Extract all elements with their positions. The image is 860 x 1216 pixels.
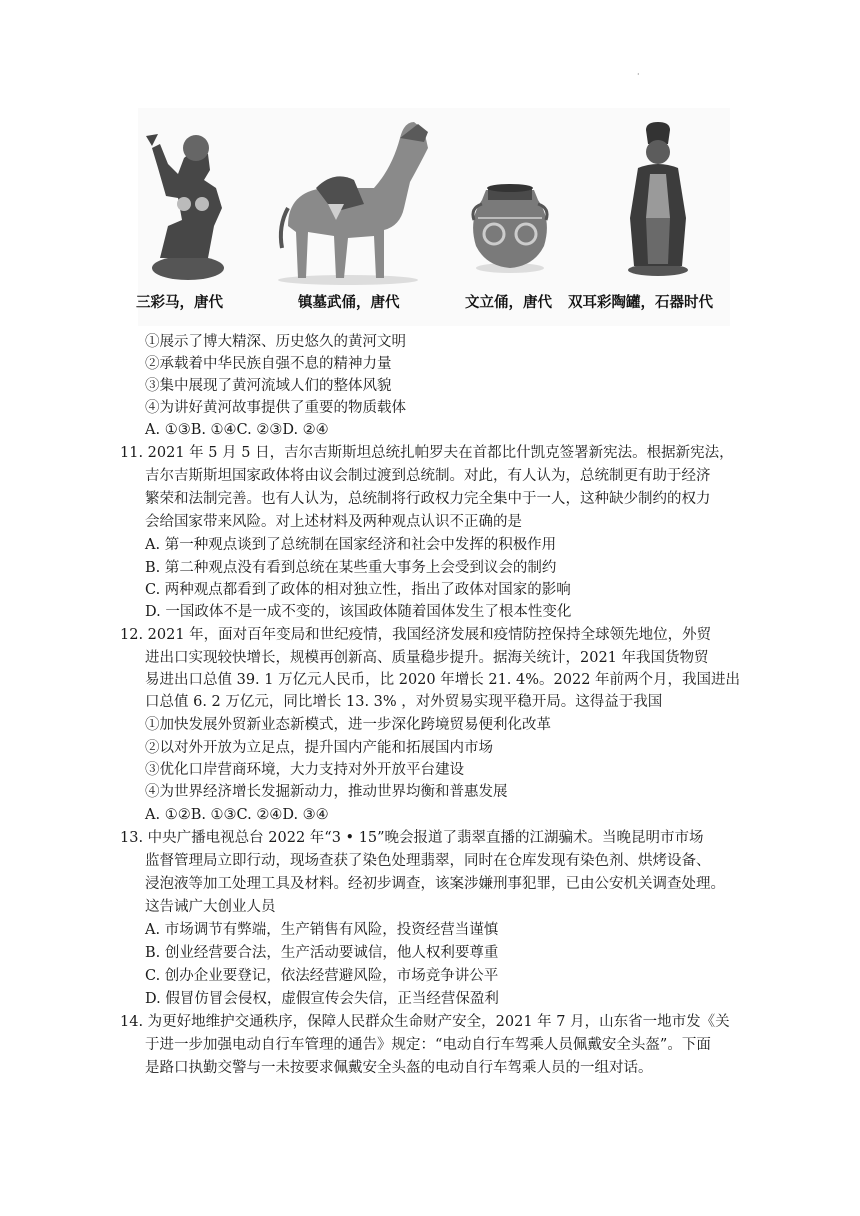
caption-painted-jar: 双耳彩陶罐，石器时代: [568, 295, 713, 311]
page-mark: ·: [637, 70, 640, 79]
q11-stem-line: 11. 2021 年 5 月 5 日，吉尔吉斯斯坦总统扎帕罗夫在首都比什凯克签署新宪法。根据新宪法，: [120, 445, 734, 461]
q11-stem-line: 繁荣和法制完善。也有人认为，总统制将行政权力完全集中于一人，这种缺少制约的权力: [145, 491, 711, 507]
q13-stem-line: 监督管理局立即行动，现场查获了染色处理翡翠，同时在仓库发现有染色剂、烘烤设备、: [145, 853, 711, 869]
q11-stem-line: 吉尔吉斯斯坦国家政体将由议会制过渡到总统制。对此，有人认为，总统制更有助于经济: [145, 468, 711, 484]
q12-stem-line: 进出口实现较快增长，规模再创新高、质量稳步提升。据海关统计，2021 年我国货物贸: [145, 650, 709, 666]
q11-option-c: C. 两种观点都看到了政体的相对独立性，指出了政体对国家的影响: [145, 582, 571, 598]
q12-answer-choices: A. ①②B. ①③C. ②④D. ③④: [145, 807, 329, 823]
q14-stem-line: 于进一步加强电动自行车管理的通告》规定：“电动自行车驾乘人员佩戴安全头盔”。下面: [145, 1037, 711, 1053]
q14-stem-line: 14. 为更好地维护交通秩序，保障人民群众生命财产安全，2021 年 7 月，山东省一地市发《关: [120, 1014, 730, 1030]
painted-jar-image: [473, 184, 547, 273]
q13-option-b: B. 创业经营要合法，生产活动要诚信，他人权利要尊重: [145, 945, 499, 961]
q10-option-2: ②承载着中华民族自强不息的精神力量: [145, 356, 392, 372]
tang-horse-image: [278, 122, 428, 285]
q12-option-1: ①加快发展外贸新业态新模式，进一步深化跨境贸易便利化改革: [145, 717, 551, 733]
q13-stem-line: 浸泡液等加工处理工具及材料。经初步调查，该案涉嫌刑事犯罪，已由公安机关调查处理。: [145, 876, 725, 892]
q10-option-3: ③集中展现了黄河流域人们的整体风貌: [145, 378, 392, 394]
q11-option-b: B. 第二种观点没有看到总统在某些重大事务上会受到议会的制约: [145, 560, 557, 576]
q11-stem-line: 会给国家带来风险。对上述材料及两种观点认识不正确的是: [145, 514, 522, 530]
artifact-figure: [138, 108, 730, 326]
q10-option-4: ④为讲好黄河故事提供了重要的物质载体: [145, 400, 406, 416]
q12-stem-line: 12. 2021 年，面对百年变局和世纪疫情，我国经济发展和疫情防控保持全球领先地位，外贸: [120, 627, 712, 643]
q12-stem-line: 口总值 6. 2 万亿元，同比增长 13. 3% ，对外贸易实现平稳开局。这得益于我国: [145, 694, 663, 710]
q13-option-d: D. 假冒仿冒会侵权，虚假宣传会失信，正当经营保盈利: [145, 991, 499, 1007]
q12-option-3: ③优化口岸营商环境，大力支持对外开放平台建设: [145, 762, 464, 778]
q10-answer-choices: A. ①③B. ①④C. ②③D. ②④: [145, 422, 329, 438]
q12-option-2: ②以对外开放为立足点，提升国内产能和拓展国内市场: [145, 740, 493, 756]
caption-tomb-warrior: 镇墓武俑，唐代: [298, 295, 400, 311]
caption-tang-horse: 三彩马，唐代: [136, 295, 223, 311]
q12-option-4: ④为世界经济增长发掘新动力，推动世界均衡和普惠发展: [145, 784, 508, 800]
warrior-figurine-image: [146, 134, 224, 280]
q11-option-a: A. 第一种观点谈到了总统制在国家经济和社会中发挥的积极作用: [145, 537, 557, 553]
civil-official-figurine-image: [628, 122, 688, 276]
q13-stem-line: 这告诫广大创业人员: [145, 899, 276, 915]
q12-stem-line: 易进出口总值 39. 1 万亿元人民币，比 2020 年增长 21. 4%。2022 年前两个月，我国进出: [145, 672, 741, 688]
q11-option-d: D. 一国政体不是一成不变的，该国政体随着国体发生了根本性变化: [145, 604, 572, 620]
q13-option-c: C. 创办企业要登记，依法经营避风险，市场竞争讲公平: [145, 968, 499, 984]
caption-civil-figurine: 文立俑，唐代: [465, 295, 552, 311]
q14-stem-line: 是路口执勤交警与一未按要求佩戴安全头盔的电动自行车驾乘人员的一组对话。: [145, 1060, 653, 1076]
q13-option-a: A. 市场调节有弊端，生产销售有风险，投资经营当谨慎: [145, 922, 499, 938]
q13-stem-line: 13. 中央广播电视总台 2022 年“3 • 15”晚会报道了翡翠直播的江湖骗术。当晚昆明市市场: [120, 830, 704, 846]
q10-option-1: ①展示了博大精深、历史悠久的黄河文明: [145, 334, 406, 350]
